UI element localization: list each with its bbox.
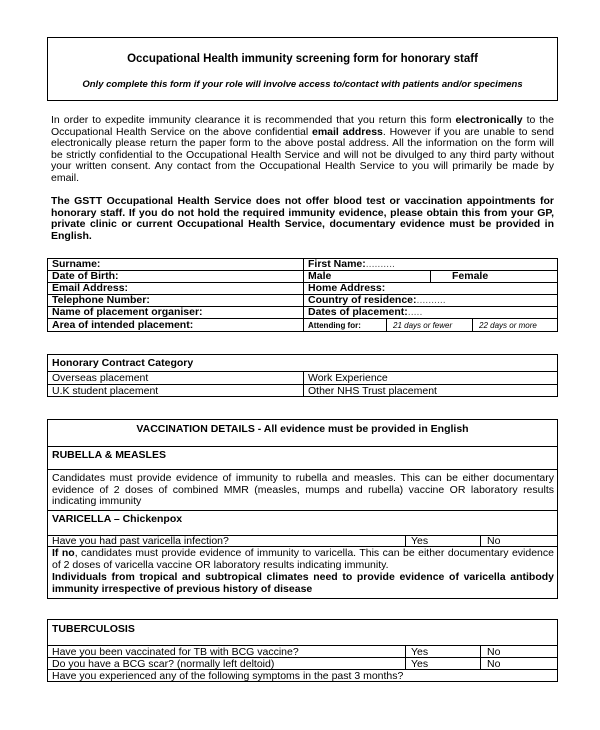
first-name-field[interactable]: First Name:.......... xyxy=(308,258,395,270)
form-header xyxy=(47,37,558,101)
attending-for-label: Attending for: xyxy=(308,321,361,330)
home-address-label: Home Address: xyxy=(308,282,386,294)
tb-bcg-yes-option[interactable]: Yes xyxy=(411,646,429,658)
tb-scar-yes-option[interactable]: Yes xyxy=(411,658,429,670)
male-option[interactable]: Male xyxy=(308,270,332,282)
overseas-option[interactable]: Overseas placement xyxy=(52,372,149,384)
other-nhs-option[interactable]: Other NHS Trust placement xyxy=(308,385,437,397)
tropical-text: Individuals from tropical and subtropical climates need to provide evidence of varicella antibody immunity irrespective of previous history of disease xyxy=(52,571,554,595)
country-field[interactable]: Country of residence:.......... xyxy=(308,294,446,306)
varicella-no-option[interactable]: No xyxy=(487,535,501,547)
area-label: Area of intended placement: xyxy=(52,319,194,331)
tb-bcg-no-option[interactable]: No xyxy=(487,646,501,658)
vaccination-heading: VACCINATION DETAILS - All evidence must be provided in English xyxy=(136,423,469,435)
intro-paragraph: In order to expedite immunity clearance it is recommended that you return this form electronically to the Occupational Health Service on the above confidential email address. However if you are unable to send electronically please return the paper form to the above postal address. All the information on the form will be strictly confidential to the Occupational Health Service and will not be divulged to any third party without your written consent. Any contact from the Occupational Health Service to you will primarily be made by email. xyxy=(51,114,554,184)
varicella-evidence-text: If no, candidates must provide evidence of immunity to varicella. This can be either documentary evidence of 2 doses of varicella vaccine OR laboratory results indicating immunity. xyxy=(52,547,554,571)
dates-field[interactable]: Dates of placement:..... xyxy=(308,306,423,318)
option-21-days[interactable]: 21 days or fewer xyxy=(393,321,453,330)
rubella-heading: RUBELLA & MEASLES xyxy=(52,449,166,461)
work-experience-option[interactable]: Work Experience xyxy=(308,372,388,384)
form-title: Occupational Health immunity screening form for honorary staff xyxy=(127,53,478,65)
varicella-yes-option[interactable]: Yes xyxy=(411,535,429,547)
telephone-label: Telephone Number: xyxy=(52,294,150,306)
notice-paragraph: The GSTT Occupational Health Service does not offer blood test or vaccination appointments for honorary staff. If you do not hold the required immunity evidence, please obtain this from your GP, private clinic or current Occupational Health Service, documentary evidence must be provided in English. xyxy=(51,195,554,242)
uk-student-option[interactable]: U.K student placement xyxy=(52,385,159,397)
contract-heading: Honorary Contract Category xyxy=(52,357,194,369)
rubella-text: Candidates must provide evidence of immunity to rubella and measles. This can be either documentary evidence of 2 doses of combined MMR (measles, mumps and rubella) vaccine OR laboratory results indicating immunity xyxy=(52,472,554,507)
surname-label: Surname: xyxy=(52,258,101,270)
tb-question-scar: Do you have a BCG scar? (normally left deltoid) xyxy=(52,658,275,670)
email-label: Email Address: xyxy=(52,282,129,294)
tb-question-symptoms: Have you experienced any of the following symptoms in the past 3 months? xyxy=(52,670,404,682)
organiser-label: Name of placement organiser: xyxy=(52,306,203,318)
tb-scar-no-option[interactable]: No xyxy=(487,658,501,670)
form-subtitle: Only complete this form if your role will involve access to/contact with patients and/or specimens xyxy=(82,79,523,90)
tb-heading: TUBERCULOSIS xyxy=(52,623,135,635)
female-option[interactable]: Female xyxy=(452,270,489,282)
varicella-question: Have you had past varicella infection? xyxy=(52,535,229,547)
varicella-heading: VARICELLA – Chickenpox xyxy=(52,513,183,525)
dob-label: Date of Birth: xyxy=(52,270,119,282)
option-22-days[interactable]: 22 days or more xyxy=(479,321,537,330)
tb-question-bcg: Have you been vaccinated for TB with BCG vaccine? xyxy=(52,646,299,658)
